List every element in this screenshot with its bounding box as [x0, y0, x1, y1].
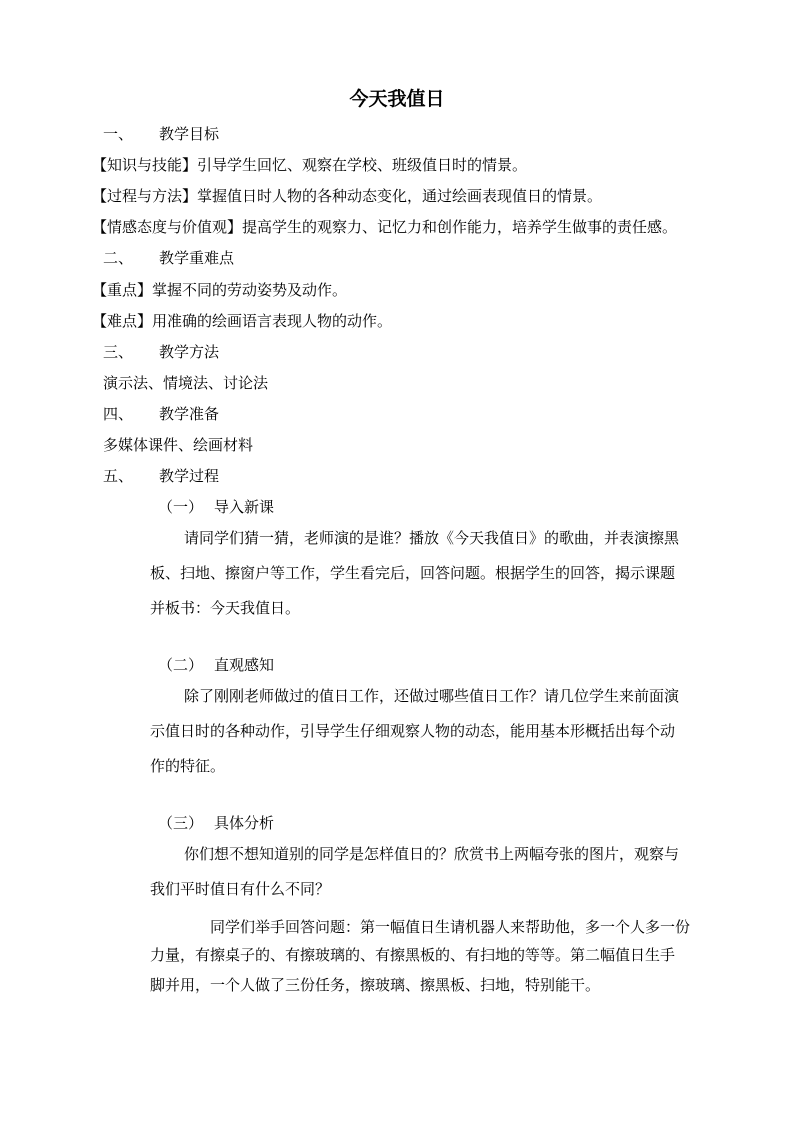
step1-line-2: 板、扫地、擦窗户等工作，学生看完后，回答问题。根据学生的回答，揭示课题	[150, 564, 676, 582]
section-number: 一、	[103, 125, 134, 143]
difficulty-point: 【难点】用准确的绘画语言表现人物的动作。	[92, 312, 393, 330]
goal-process: 【过程与方法】掌握值日时人物的各种动态变化，通过绘画表现值日的情景。	[92, 187, 603, 205]
section-heading-methods	[103, 342, 219, 362]
section-heading-key-points	[103, 248, 234, 268]
step-label: 导入新课	[214, 498, 275, 516]
step-heading-analysis	[158, 813, 274, 833]
section-number: 三、	[103, 343, 134, 361]
step1-line-3: 并板书：今天我值日。	[150, 599, 301, 617]
section-label: 教学目标	[159, 125, 220, 143]
step2-line-1: 除了刚刚老师做过的值日工作，还做过哪些值日工作？请几位学生来前面演	[184, 687, 680, 705]
step2-line-2: 示值日时的各种动作，引导学生仔细观察人物的动态，能用基本形概括出每个动	[150, 722, 676, 740]
step3-answer-line-1: 同学们举手回答问题：第一幅值日生请机器人来帮助他，多一个人多一份	[210, 918, 691, 936]
step3-line-1: 你们想不想知道别的同学是怎样值日的？欣赏书上两幅夸张的图片，观察与	[184, 845, 680, 863]
section-label: 教学准备	[159, 405, 220, 423]
step-heading-intro	[158, 497, 274, 517]
step2-line-3: 作的特征。	[150, 757, 226, 775]
goal-knowledge: 【知识与技能】引导学生回忆、观察在学校、班级值日时的情景。	[92, 156, 528, 174]
step-number: （一）	[158, 498, 204, 516]
step3-line-2: 我们平时值日有什么不同？	[150, 880, 331, 898]
section-label: 教学过程	[159, 467, 220, 485]
methods-text: 演示法、情境法、讨论法	[103, 374, 269, 392]
step-heading-perception	[158, 655, 274, 675]
key-point: 【重点】掌握不同的劳动姿势及动作。	[92, 281, 348, 299]
section-heading-goals	[103, 124, 219, 144]
step3-answer-line-2: 力量，有擦桌子的、有擦玻璃的、有擦黑板的、有扫地的等等。第二幅值日生手	[150, 946, 676, 964]
section-number: 五、	[103, 467, 134, 485]
step-label: 具体分析	[214, 814, 275, 832]
page-title: 今天我值日	[349, 88, 445, 110]
step3-answer-line-3: 脚并用，一个人做了三份任务，擦玻璃、擦黑板、扫地，特别能干。	[150, 976, 601, 994]
section-heading-preparation	[103, 404, 219, 424]
preparation-text: 多媒体课件、绘画材料	[103, 436, 254, 454]
step-number: （三）	[158, 814, 204, 832]
section-heading-process	[103, 466, 219, 486]
section-label: 教学重难点	[159, 249, 235, 267]
section-label: 教学方法	[159, 343, 220, 361]
step-number: （二）	[158, 656, 204, 674]
section-number: 二、	[103, 249, 134, 267]
step1-line-1: 请同学们猜一猜，老师演的是谁？播放《今天我值日》的歌曲，并表演擦黑	[184, 529, 680, 547]
section-number: 四、	[103, 405, 134, 423]
step-label: 直观感知	[214, 656, 275, 674]
goal-emotion: 【情感态度与价值观】提高学生的观察力、记忆力和创作能力，培养学生做事的责任感。	[92, 218, 678, 236]
